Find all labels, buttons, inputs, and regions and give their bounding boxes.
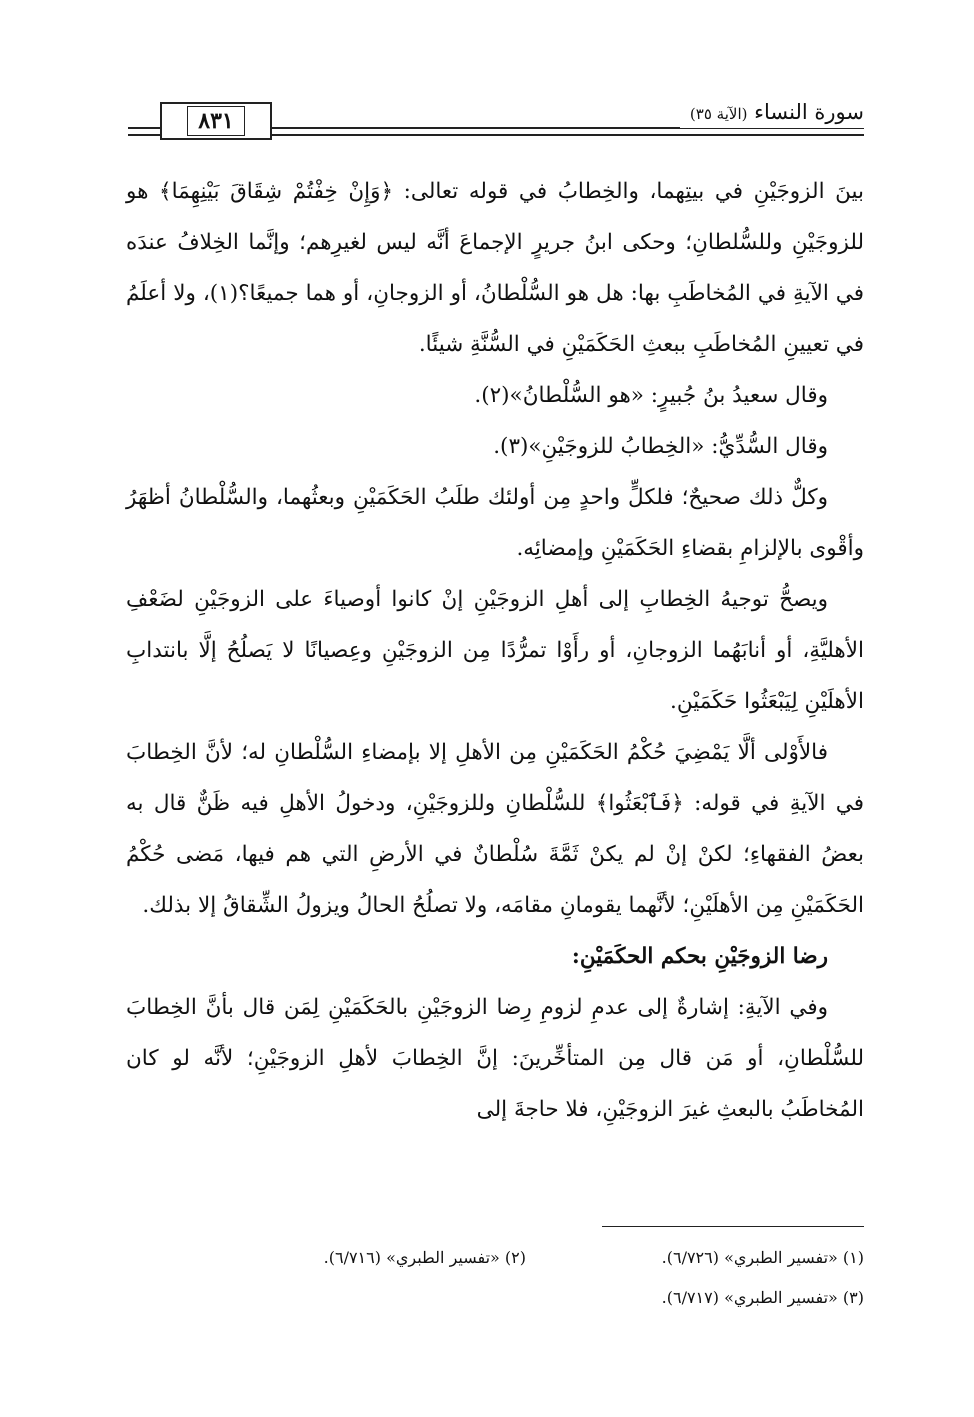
- footnote-3: (٣) «تفسير الطبري» (٦/٧١٧).: [661, 1288, 864, 1307]
- paragraph-7: وفي الآيةِ: إشارةٌ إلى عدمِ لزومِ رِضا الزوجَيْنِ بالحَكَمَيْنِ لِمَن قال بأنَّ الخِطابَ للسُّلْطانِ، أو مَن قال مِن المتأخِّرينَ: إنَّ الخِطابَ لأهلِ الزوجَيْنِ؛ لأنَّه لو كان المُخاطَبُ بالبعثِ غيرَ الزوجَيْنِ، فلا حاجةَ إلى: [126, 995, 864, 1122]
- paragraph-6: فالأَوْلى ألَّا يَمْضِيَ حُكْمُ الحَكَمَيْنِ مِن الأهلِ إلا بإمضاءِ السُّلْطانِ له؛ لأنَّ الخِطابَ في الآيةِ في قوله: ﴿فَٱبْعَثُوا﴾ للسُّلْطانِ وللزوجَيْنِ، ودخولُ الأهلِ فيه ظَنٌّ قال به بعضُ الفقهاءِ؛ لكنْ إنْ لم يكنْ ثَمَّةَ سُلْطانٌ في الأرضِ التي هم فيها، مَضى حُكْمُ الحَكَمَيْنِ مِن الأهلَيْنِ؛ لأنَّهما يقومانِ مقامَه، ولا تصلُحُ الحالُ ويزولُ الشِّقاقُ إلا بذلك.: [126, 740, 864, 918]
- paragraph-3: وقال السُّدِّيُّ: «الخِطابُ للزوجَيْنِ»(٣).: [493, 434, 828, 459]
- paragraph-1: بينَ الزوجَيْنِ في بيتِهما، والخِطابُ في قوله تعالى: ﴿وَإِنْ خِفْتُمْ شِقَاقَ بَيْنِهِمَا﴾ هو للزوجَيْنِ وللسُّلطانِ؛ وحكى ابنُ جريرٍ الإجماعَ أنَّه ليس لغيرِهم؛ وإنَّما الخِلافُ عندَه في الآيةِ في المُخاطَبِ بها: هل هو السُّلْطانُ، أو الزوجانِ، أو هما جميعًا؟(١)، ولا أعلَمُ في تعيينِ المُخاطَبِ ببعثِ الحَكَمَيْنِ في السُّنَّةِ شيئًا.: [126, 179, 864, 357]
- page-number: ٨٣١: [187, 106, 244, 136]
- footnote-row-2: [126, 1278, 864, 1318]
- footnote-separator: [602, 1226, 864, 1227]
- footnotes: [126, 1238, 864, 1318]
- paragraph-5: ويصحُّ توجيهُ الخِطابِ إلى أهلِ الزوجَيْنِ إنْ كانوا أوصياءَ على الزوجَيْنِ لضَعْفِ الأهليَّةِ، أو أنابَهُما الزوجانِ، أو رأَوْا تمرُّدًا مِن الزوجَيْنِ وعِصيانًا لا يَصلُحُ إلَّا بانتدابِ الأهلَيْنِ لِيَبْعَثُوا حَكَمَيْنِ.: [126, 587, 864, 714]
- page-header: [128, 98, 864, 144]
- main-text: [126, 166, 864, 1135]
- section-heading: رضا الزوجَيْنِ بحكم الحكَمَيْنِ:: [571, 944, 828, 969]
- footnote-2: (٢) «تفسير الطبري» (٦/٧١٦).: [323, 1248, 526, 1267]
- footnote-row-1: [126, 1238, 864, 1278]
- verse-reference: (الآية ٣٥): [689, 105, 748, 123]
- surah-title: سورة النساء: [754, 100, 864, 124]
- paragraph-2: وقال سعيدُ بنُ جُبيرٍ: «هو السُّلْطانُ»(٢).: [474, 383, 828, 408]
- paragraph-4: وكلٌّ ذلك صحيحٌ؛ فلكلٍّ واحدٍ مِن أولئك طلَبُ الحَكَمَيْنِ وبعثُهما، والسُّلْطانُ أظهَرُ وأقْوى بالإلزامِ بقضاءِ الحَكَمَيْنِ وإمضائِه.: [126, 485, 864, 561]
- footnote-1: (١) «تفسير الطبري» (٦/٧٢٦).: [661, 1248, 864, 1267]
- surah-title-block: [680, 98, 864, 128]
- page-number-box: [160, 102, 272, 140]
